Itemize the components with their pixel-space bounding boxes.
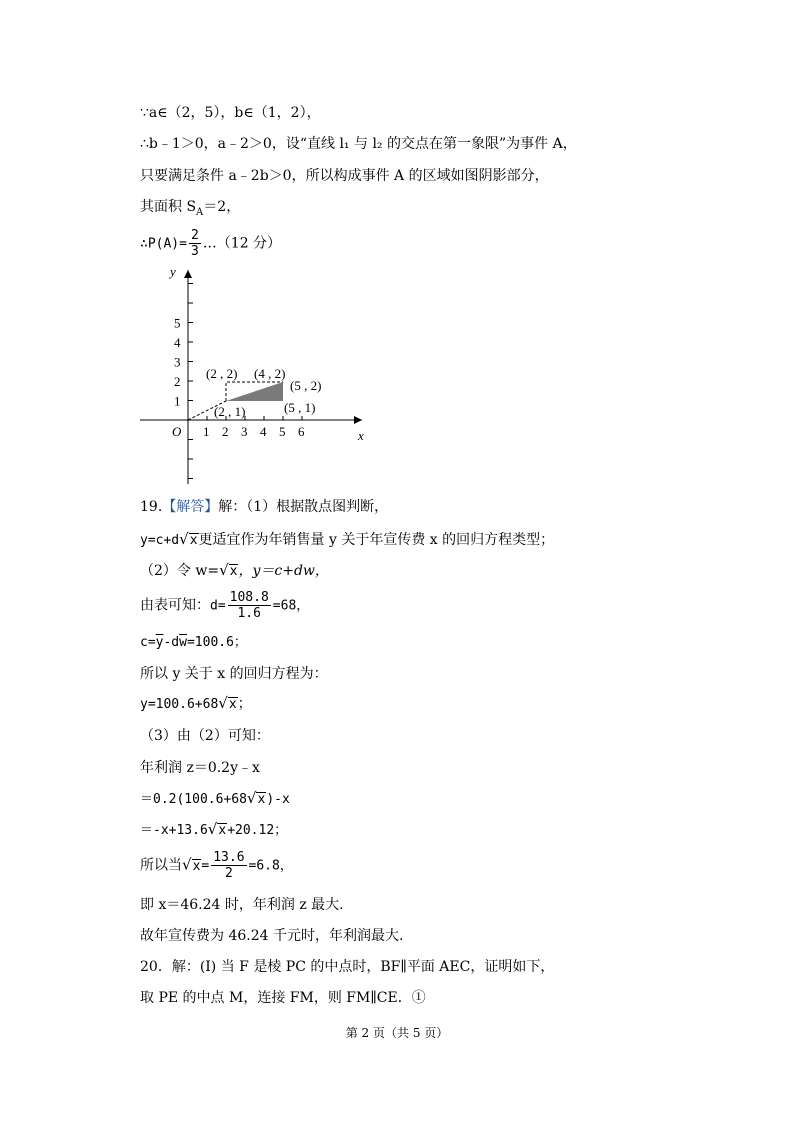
origin-label: O (172, 424, 182, 439)
text-line: y=c+d√x更适宜作为年销售量 y 关于年宣传费 x 的回归方程类型； (140, 530, 555, 548)
x-tick-label: 5 (279, 424, 286, 439)
point-label-2-1: (2 , 1) (214, 404, 246, 419)
probability-line: ∴P(A)= $\frac{2}{3}$ …（12 分） (140, 228, 282, 259)
x-tick-label: 4 (260, 424, 267, 439)
text-line: ∴b﹣1＞0，a﹣2＞0，设“直线 l₁ 与 l₂ 的交点在第一象限”为事件 A， (140, 136, 577, 152)
x-tick-label: 3 (241, 424, 248, 439)
text-line: 所以当√x= $\frac{13.6}{2}$ =6.8， (140, 850, 293, 881)
fraction: $\frac{13.6}{2}$ (213, 850, 245, 881)
y-tick-label: 2 (174, 374, 181, 389)
point-label-2-2: (2 , 2) (206, 366, 238, 381)
text-line: （3）由（2）可知： (140, 728, 270, 744)
text-line: ＝0.2(100.6+68√x)-x (140, 789, 290, 807)
text-line: ＝-x+13.6√x+20.12； (140, 820, 288, 838)
y-tick-label: 5 (174, 315, 181, 331)
point-label-5-1: (5 , 1) (284, 400, 316, 415)
text-line: 即 x＝46.24 时，年利润 z 最大. (140, 897, 344, 913)
y-axis-arrow (184, 270, 192, 278)
text-line: （2）令 w=√x，y＝c+dw， (140, 561, 329, 579)
x-ticks (203, 416, 305, 439)
q20-heading: 20．解：(Ⅰ) 当 F 是棱 PC 的中点时，BF∥平面 AEC，证明如下， (140, 959, 555, 975)
fraction: $\frac{2}{3}$ (190, 228, 199, 259)
text-line: y=100.6+68√x； (140, 694, 252, 712)
x-tick-label: 1 (203, 424, 210, 439)
x-axis-arrow (354, 416, 362, 424)
q19-heading: 19.【解答】解：（1）根据散点图判断， (140, 499, 389, 515)
text-line: 故年宣传费为 46.24 千元时，年利润最大. (140, 928, 404, 944)
y-axis-label: y (170, 264, 176, 279)
text-line: 年利润 z＝0.2y﹣x (140, 760, 260, 776)
text-line: $c=\overline{y}-d\overline{w}=100.6$； (140, 635, 247, 650)
page-footer: 第 2 页（共 5 页） (345, 1026, 449, 1040)
point-label-5-2: (5 , 2) (290, 378, 322, 393)
shaded-region (226, 382, 283, 401)
y-tick-label: 4 (174, 335, 181, 350)
text-line: 其面积 $S_A=2$， (140, 199, 241, 218)
x-axis-label: x (358, 428, 364, 443)
x-tick-label: 6 (298, 424, 305, 439)
x-tick-label: 2 (222, 424, 229, 439)
text-line: 取 PE 的中点 M，连接 FM，则 FM∥CE．① (140, 990, 426, 1006)
point-label-4-2: (4 , 2) (254, 366, 286, 381)
text-line: 只要满足条件 a﹣2b＞0，所以构成事件 A 的区域如图阴影部分， (140, 168, 549, 184)
y-tick-label: 1 (174, 393, 181, 409)
text-line: ∵a∈（2，5），b∈（1，2）， (140, 105, 321, 121)
fraction: $\frac{108.8}{1.6}$ (229, 590, 269, 621)
region-graph (130, 262, 370, 492)
text-line: 所以 y 关于 x 的回归方程为： (140, 666, 328, 682)
y-tick-label: 3 (174, 354, 181, 370)
y-ticks (174, 284, 193, 479)
text-line: 由表可知：d= $\frac{108.8}{1.6}$ =68， (140, 590, 310, 621)
